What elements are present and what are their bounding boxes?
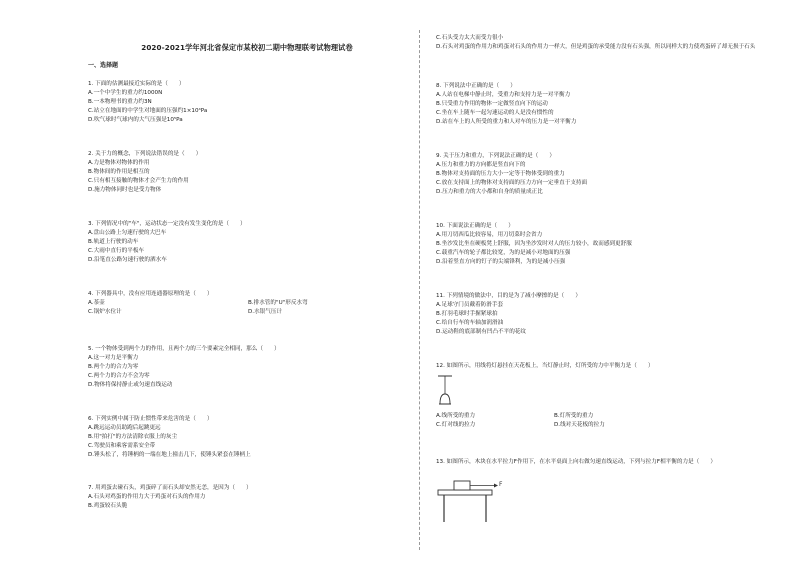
option: B.物体对支持面的压力大小一定等于物体受到的重力 (436, 171, 565, 177)
question-stem: 13. 如图所示，木块在水平拉力F作用下，在水平桌面上向右做匀速直线运动，下列与拉力F相平衡的力是（ ） (436, 459, 717, 465)
option: A.盘山公路上匀速行驶的大巴车 (88, 230, 167, 236)
option: A.茶壶 (88, 300, 105, 306)
option: A.一个中学生的重力约1000N (88, 90, 163, 96)
option: A.石头对鸡蛋的作用力大于鸡蛋对石头的作用力 (88, 494, 206, 500)
question-7-continued (436, 34, 772, 52)
option: A.人站在电梯中静止时，受重力和支持力是一对平衡力 (436, 92, 571, 98)
option: B.一本物理书的重力约3N (88, 99, 152, 105)
option: B.两个力的合力为零 (88, 364, 139, 370)
option: D.运动鞋的底部制有凹凸不平的花纹 (436, 329, 526, 335)
question-stem: 6. 下列实例中属于防止惯性带来危害的是（ ） (88, 416, 213, 422)
question-12-options (436, 412, 772, 430)
option-row (436, 412, 772, 421)
option: B.只受重力作用的物体一定做竖直向下的运动 (436, 101, 548, 107)
option: D.线对天花板的拉力 (554, 422, 605, 428)
option: A.用刀切西瓜比较容易，用刀切菜时会省力 (436, 232, 543, 238)
option: A.跳远运动员助跑后起跳更远 (88, 425, 161, 431)
question-stem: 3. 下列情况中的"车"，运动状态一定没有发生变化的是（ ） (88, 221, 246, 227)
option: B.坐沙发比坐在硬板凳上舒服，因为坐沙发时对人的压力较小，故而感到更舒服 (436, 241, 632, 247)
option: D.物体将保持静止或匀速直线运动 (88, 382, 173, 388)
option: D.水银气压计 (248, 309, 283, 315)
option: D.锤头松了，将锤柄的一端在地上撞击几下，使锤头紧套在锤柄上 (88, 452, 251, 458)
option: C.锅炉水位计 (88, 309, 122, 315)
question-3 (88, 220, 408, 265)
option: D.压力和重力的大小都和自身的质量成正比 (436, 189, 543, 195)
option: B.灯所受的重力 (554, 413, 594, 419)
question-11 (436, 292, 772, 337)
option-row (436, 421, 772, 430)
question-5 (88, 345, 408, 390)
section-heading: 一、选择题 (88, 62, 119, 69)
question-13 (436, 458, 772, 467)
option: C.石头受力太大而受力很小 (436, 35, 504, 41)
option: D.施力物体同时也是受力物体 (88, 187, 162, 193)
option: C.灯对线的拉力 (436, 422, 476, 428)
option: D.沿着竖直方向的钉子的尖端锋利，为的是减小压强 (436, 259, 566, 265)
hanging-lamp-figure (436, 374, 456, 414)
force-arrowhead (494, 484, 498, 488)
option: C.站立在地面的中学生对地面的压强约1×10⁴Pa (88, 108, 208, 114)
option: C.放在支持面上的物体对支持面的压力方向一定垂直于支持面 (436, 180, 588, 186)
table-top (438, 490, 492, 495)
question-7 (88, 484, 408, 511)
question-stem: 5. 一个物体受到两个力的作用，且两个力的三个要素完全相同，那么（ ） (88, 346, 280, 352)
option: C.载重汽车的轮子都比较宽，为的是减小对地面的压强 (436, 250, 571, 256)
option: A.足球守门员戴着防滑手套 (436, 302, 504, 308)
question-12 (436, 362, 772, 371)
option: C.坐在车上随车一起匀速运动的人是没有惯性的 (436, 110, 554, 116)
option: C.两个力的合力不会为零 (88, 373, 150, 379)
question-stem: 7. 用鸡蛋去碰石头，鸡蛋碎了而石头却安然无恙，是因为（ ） (88, 485, 252, 491)
question-10 (436, 222, 772, 267)
question-2 (88, 150, 408, 195)
option: C.驾驶员和乘客需系安全带 (88, 443, 156, 449)
question-6 (88, 415, 408, 460)
question-stem: 8. 下列说法中正确的是（ ） (436, 83, 516, 89)
question-8 (436, 82, 772, 127)
option: D.站在车上的人所受的重力和人对车的压力是一对平衡力 (436, 119, 577, 125)
question-stem: 12. 如图所示，用线将灯悬挂在天花板上，当灯静止时，灯所受的力中平衡力是（ ） (436, 363, 654, 369)
lamp-shade (440, 394, 450, 404)
question-1 (88, 80, 408, 125)
option: B.用"拍打"的方法清除衣服上的灰尘 (88, 434, 178, 440)
option: B.排水管的"U"形反水弯 (248, 300, 308, 306)
option-row (88, 308, 408, 317)
wooden-block (454, 481, 470, 490)
option: D.石头对鸡蛋的作用力和鸡蛋对石头的作用力一样大，但是鸡蛋的承受能力没有石头强，所以同样大的力使鸡蛋碎了却无损于石头 (436, 44, 756, 50)
option: C.只有相互接触的物体才会产生力的作用 (88, 178, 189, 184)
option-row (88, 299, 408, 308)
option: C.给自行车的车轴加润滑油 (436, 320, 504, 326)
option: D.吹气球时气球内的大气压强是10⁵Pa (88, 117, 183, 123)
force-label: F (499, 481, 503, 488)
option: A.这一对力是平衡力 (88, 355, 139, 361)
question-stem: 9. 关于压力和重力，下列说法正确的是（ ） (436, 153, 555, 159)
column-divider (419, 30, 420, 550)
option: B.物体间的作用是相互的 (88, 169, 150, 175)
block-on-table-figure (436, 476, 506, 526)
option: B.鸡蛋较石头脆 (88, 503, 128, 509)
question-stem: 2. 关于力的概念，下列说法错误的是（ ） (88, 151, 202, 157)
option: B.轨道上行驶的动车 (88, 239, 139, 245)
question-stem: 4. 下列器具中，没有应用连通器原理的是（ ） (88, 291, 213, 297)
option: D.沿笔直公路匀速行驶的洒水车 (88, 257, 167, 263)
question-4 (88, 290, 408, 317)
option: B.打羽毛球时手握紧球拍 (436, 311, 498, 317)
option: A.力是物体对物体的作用 (88, 160, 150, 166)
question-9 (436, 152, 772, 197)
option: C.大雨中直行的平板车 (88, 248, 145, 254)
option: A.线所受的重力 (436, 413, 476, 419)
question-stem: 1. 下面的估测最接近实际的是（ ） (88, 81, 185, 87)
question-stem: 11. 下列情境的做法中，目的是为了减小摩擦的是（ ） (436, 293, 581, 299)
option: A.压力和重力的方向都是竖直向下的 (436, 162, 526, 168)
exam-title: 2020-2021学年河北省保定市某校初二期中物理联考试物理试卷 (141, 43, 353, 52)
question-stem: 10. 下面说法正确的是（ ） (436, 223, 514, 229)
